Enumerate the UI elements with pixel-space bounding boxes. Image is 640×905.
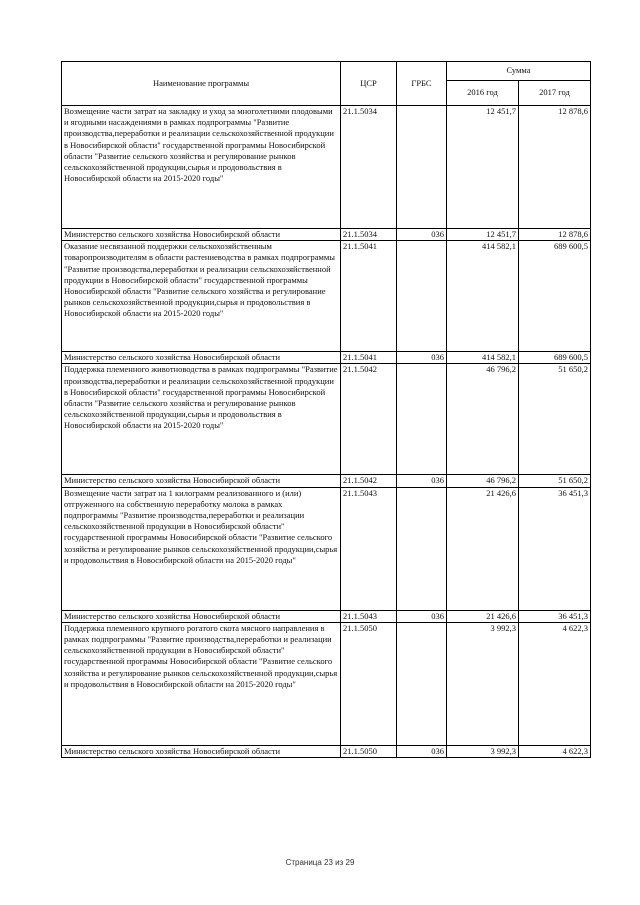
cell-name: Министерство сельского хозяйства Новосибирской области (62, 229, 341, 241)
cell-csr: 21.1.5050 (341, 622, 397, 745)
cell-grbs (397, 487, 447, 610)
cell-name: Поддержка племенного животноводства в рамках подпрограммы "Развитие производства,переработки и реализации сельскохозяйственной продукции в Новосибирской области" государственной программы Новосибирской области "Развитие сельского хозяйства и регулирование рынков сельскохозяйственной продукции,сырья и продовольствия в Новосибирской области на 2015-2020 годы" (62, 364, 341, 475)
cell-sum-2016: 21 426,6 (447, 487, 519, 610)
cell-grbs: 036 (397, 475, 447, 487)
cell-sum-2017: 689 600,5 (519, 352, 591, 364)
program-row (62, 364, 591, 475)
cell-sum-2016: 21 426,6 (447, 610, 519, 622)
header-year-2016: 2016 год (447, 81, 519, 106)
program-row (62, 622, 591, 745)
cell-csr: 21.1.5041 (341, 241, 397, 352)
cell-sum-2017: 689 600,5 (519, 241, 591, 352)
cell-name: Оказание несвязанной поддержки сельскохозяйственным товаропроизводителям в области растениеводства в рамках подпрограммы "Развитие производства,переработки и реализации сельскохозяйственной продукции в Новосибирской области" государственной программы Новосибирской области "Развитие сельского хозяйства и регулирование рынков сельскохозяйственной продукции,сырья и продовольствия в Новосибирской области на 2015-2020 годы" (62, 241, 341, 352)
cell-name: Министерство сельского хозяйства Новосибирской области (62, 610, 341, 622)
header-program-name: Наименование программы (62, 62, 341, 106)
cell-sum-2016: 46 796,2 (447, 364, 519, 475)
cell-grbs (397, 106, 447, 229)
ministry-row (62, 610, 591, 622)
cell-csr: 21.1.5043 (341, 610, 397, 622)
cell-name: Министерство сельского хозяйства Новосибирской области (62, 745, 341, 757)
cell-sum-2016: 46 796,2 (447, 475, 519, 487)
cell-sum-2016: 3 992,3 (447, 622, 519, 745)
cell-grbs (397, 364, 447, 475)
cell-csr: 21.1.5042 (341, 364, 397, 475)
cell-sum-2016: 12 451,7 (447, 229, 519, 241)
cell-sum-2016: 12 451,7 (447, 106, 519, 229)
ministry-row (62, 475, 591, 487)
program-row (62, 487, 591, 610)
ministry-row (62, 745, 591, 757)
cell-grbs (397, 622, 447, 745)
budget-table (61, 61, 591, 758)
program-row (62, 241, 591, 352)
program-row (62, 106, 591, 229)
page-footer: Страница 23 из 29 (285, 858, 355, 867)
cell-sum-2016: 414 582,1 (447, 352, 519, 364)
header-sum: Сумма (447, 62, 591, 81)
cell-sum-2017: 36 451,3 (519, 487, 591, 610)
cell-csr: 21.1.5050 (341, 745, 397, 757)
cell-grbs (397, 241, 447, 352)
cell-name: Поддержка племенного крупного рогатого скота мясного направления в рамках подпрограммы "Развитие производства,переработки и реализации сельскохозяйственной продукции в Новосибирской области" государственной программы Новосибирской области "Развитие сельского хозяйства и регулирование рынков сельскохозяйственной продукции,сырья и продовольствия в Новосибирской области на 2015-2020 годы" (62, 622, 341, 745)
cell-csr: 21.1.5034 (341, 106, 397, 229)
cell-sum-2017: 51 650,2 (519, 475, 591, 487)
table-body (62, 106, 591, 758)
cell-sum-2017: 4 622,3 (519, 745, 591, 757)
cell-sum-2016: 3 992,3 (447, 745, 519, 757)
header-csr: ЦСР (341, 62, 397, 106)
cell-grbs: 036 (397, 745, 447, 757)
cell-grbs: 036 (397, 352, 447, 364)
budget-table-container (61, 61, 591, 758)
cell-csr: 21.1.5041 (341, 352, 397, 364)
cell-name: Возмещение части затрат на закладку и уход за многолетними плодовыми и ягодными насаждениями в рамках подпрограммы "Развитие производства,переработки и реализации сельскохозяйственной продукции в Новосибирской области" государственной программы Новосибирской области "Развитие сельского хозяйства и регулирование рынков сельскохозяйственной продукции,сырья и продовольствия в Новосибирской области на 2015-2020 годы" (62, 106, 341, 229)
cell-sum-2017: 4 622,3 (519, 622, 591, 745)
cell-sum-2017: 51 650,2 (519, 364, 591, 475)
cell-csr: 21.1.5043 (341, 487, 397, 610)
cell-sum-2017: 12 878,6 (519, 229, 591, 241)
header-year-2017: 2017 год (519, 81, 591, 106)
header-grbs: ГРБС (397, 62, 447, 106)
cell-sum-2017: 12 878,6 (519, 106, 591, 229)
cell-grbs: 036 (397, 610, 447, 622)
cell-sum-2016: 414 582,1 (447, 241, 519, 352)
cell-name: Министерство сельского хозяйства Новосибирской области (62, 475, 341, 487)
cell-csr: 21.1.5042 (341, 475, 397, 487)
cell-name: Министерство сельского хозяйства Новосибирской области (62, 352, 341, 364)
ministry-row (62, 229, 591, 241)
cell-sum-2017: 36 451,3 (519, 610, 591, 622)
ministry-row (62, 352, 591, 364)
cell-csr: 21.1.5034 (341, 229, 397, 241)
cell-name: Возмещение части затрат на 1 килограмм реализованного и (или) отгруженного на собственную переработку молока в рамках подпрограммы "Развитие производства,переработки и реализации сельскохозяйственной продукции в Новосибирской области" государственной программы Новосибирской области "Развитие сельского хозяйства и регулирование рынков сельскохозяйственной продукции,сырья и продовольствия в Новосибирской области на 2015-2020 годы" (62, 487, 341, 610)
cell-grbs: 036 (397, 229, 447, 241)
